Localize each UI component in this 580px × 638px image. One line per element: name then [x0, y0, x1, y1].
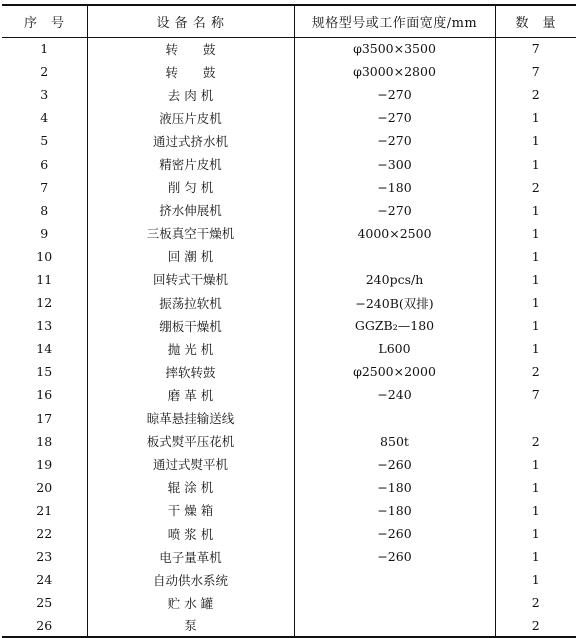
- cell-equipment-name: 绷板干燥机: [87, 314, 294, 337]
- cell-specification: −180: [294, 476, 495, 499]
- cell-specification: [294, 245, 495, 268]
- table-row: [2, 407, 576, 430]
- table-body: [2, 37, 576, 637]
- cell-equipment-name: 电子量革机: [87, 545, 294, 568]
- table-row: [2, 545, 576, 568]
- cell-serial-number: 5: [40, 133, 49, 149]
- cell-quantity: 1: [495, 152, 576, 175]
- cell-equipment-name: 通过式挤水机: [87, 129, 294, 152]
- cell-specification: −260: [294, 522, 495, 545]
- table-row: [2, 176, 576, 199]
- table-row: [2, 568, 576, 591]
- cell-quantity: 1: [495, 129, 576, 152]
- table-row: [2, 60, 576, 83]
- cell-specification: −240B(双排): [294, 291, 495, 314]
- table-row: [2, 268, 576, 291]
- cell-quantity: 7: [495, 60, 576, 83]
- cell-equipment-name: 去 肉 机: [87, 83, 294, 106]
- cell-serial-number: 26: [2, 614, 87, 637]
- cell-quantity: 1: [495, 453, 576, 476]
- cell-quantity: 7: [495, 383, 576, 406]
- cell-equipment-name: 板式熨平压花机: [87, 430, 294, 453]
- cell-specification: −180: [294, 176, 495, 199]
- cell-quantity: 1: [495, 291, 576, 314]
- table-row: [2, 129, 576, 152]
- table-row: [2, 360, 576, 383]
- cell-serial-number: 7: [40, 179, 49, 195]
- cell-specification: [294, 568, 495, 591]
- cell-specification: −270: [294, 129, 495, 152]
- cell-serial-number: 14: [36, 341, 53, 357]
- cell-specification: −300: [294, 152, 495, 175]
- cell-specification: −270: [294, 199, 495, 222]
- cell-serial-number: 9: [40, 225, 49, 241]
- table-row: [2, 476, 576, 499]
- cell-serial-number: 16: [36, 387, 53, 403]
- cell-specification: −260: [294, 453, 495, 476]
- header-equipment-name: 设 备 名 称: [87, 5, 294, 37]
- cell-quantity: 1: [495, 245, 576, 268]
- cell-equipment-name: 回转式干燥机: [87, 268, 294, 291]
- cell-equipment-name: 喷 浆 机: [87, 522, 294, 545]
- table-row: [2, 614, 576, 637]
- cell-specification: 240pcs/h: [294, 268, 495, 291]
- header-specification: 规格型号或工作面宽度/mm: [294, 5, 495, 37]
- cell-serial-number: 18: [36, 433, 53, 449]
- cell-serial-number: 24: [36, 572, 53, 588]
- cell-equipment-name: 晾革悬挂输送线: [87, 407, 294, 430]
- cell-quantity: 1: [495, 222, 576, 245]
- cell-serial-number: 10: [36, 248, 53, 264]
- cell-equipment-name: 自动供水系统: [87, 568, 294, 591]
- table-row: [2, 499, 576, 522]
- table-row: [2, 222, 576, 245]
- cell-equipment-name: 磨 革 机: [87, 383, 294, 406]
- cell-quantity: 2: [495, 614, 576, 637]
- cell-equipment-name: 抛 光 机: [87, 337, 294, 360]
- cell-equipment-name: 贮 水 罐: [87, 591, 294, 614]
- cell-equipment-name: 干 燥 箱: [87, 499, 294, 522]
- cell-specification: [294, 614, 495, 637]
- cell-equipment-name: 通过式熨平机: [87, 453, 294, 476]
- cell-serial-number: 13: [36, 318, 53, 334]
- table-row: [2, 37, 576, 60]
- cell-quantity: 1: [495, 476, 576, 499]
- table-row: [2, 106, 576, 129]
- cell-quantity: 1: [495, 499, 576, 522]
- cell-serial-number: 20: [36, 479, 53, 495]
- cell-specification: φ2500×2000: [294, 360, 495, 383]
- cell-serial-number: 22: [36, 526, 53, 542]
- cell-specification: 850t: [294, 430, 495, 453]
- cell-quantity: 1: [495, 522, 576, 545]
- cell-equipment-name: 三板真空干燥机: [87, 222, 294, 245]
- header-serial-number: 序 号: [2, 5, 87, 37]
- cell-serial-number: 23: [36, 549, 53, 565]
- cell-equipment-name: 精密片皮机: [87, 152, 294, 175]
- table-row: [2, 522, 576, 545]
- cell-equipment-name: 挤水伸展机: [87, 199, 294, 222]
- cell-specification: 4000×2500: [294, 222, 495, 245]
- cell-quantity: 2: [495, 591, 576, 614]
- cell-quantity: 1: [495, 199, 576, 222]
- table-row: [2, 314, 576, 337]
- cell-quantity: 2: [495, 176, 576, 199]
- cell-specification: −180: [294, 499, 495, 522]
- cell-quantity: 2: [495, 360, 576, 383]
- cell-equipment-name: 回 潮 机: [87, 245, 294, 268]
- header-quantity: 数 量: [495, 5, 576, 37]
- cell-equipment-name: 液压片皮机: [87, 106, 294, 129]
- cell-serial-number: 19: [36, 456, 53, 472]
- cell-specification: φ3500×3500: [294, 37, 495, 60]
- cell-quantity: 1: [495, 545, 576, 568]
- cell-quantity: [495, 407, 576, 430]
- cell-equipment-name: 辊 涂 机: [87, 476, 294, 499]
- cell-quantity: 1: [495, 337, 576, 360]
- cell-quantity: 2: [495, 430, 576, 453]
- cell-equipment-name: 泵: [87, 614, 294, 637]
- cell-quantity: 1: [495, 568, 576, 591]
- table-row: [2, 152, 576, 175]
- cell-equipment-name: 转 鼓: [87, 37, 294, 60]
- cell-quantity: 1: [495, 268, 576, 291]
- cell-serial-number: 8: [40, 202, 49, 218]
- table-row: [2, 245, 576, 268]
- cell-specification: L600: [294, 337, 495, 360]
- cell-equipment-name: 振荡拉软机: [87, 291, 294, 314]
- table-row: [2, 383, 576, 406]
- cell-serial-number: 3: [40, 87, 49, 103]
- cell-quantity: 7: [495, 37, 576, 60]
- cell-serial-number: 11: [36, 271, 53, 287]
- cell-specification: φ3000×2800: [294, 60, 495, 83]
- cell-specification: −240: [294, 383, 495, 406]
- cell-quantity: 2: [495, 83, 576, 106]
- cell-specification: [294, 407, 495, 430]
- table-row: [2, 453, 576, 476]
- cell-serial-number: 21: [36, 502, 53, 518]
- cell-equipment-name: 摔软转鼓: [87, 360, 294, 383]
- cell-specification: GGZB₂—180: [294, 314, 495, 337]
- cell-equipment-name: 转 鼓: [87, 60, 294, 83]
- cell-quantity: 1: [495, 314, 576, 337]
- cell-serial-number: 17: [36, 410, 53, 426]
- cell-serial-number: 4: [40, 110, 49, 126]
- cell-specification: [294, 591, 495, 614]
- cell-specification: −270: [294, 106, 495, 129]
- table-header: [2, 5, 576, 37]
- cell-serial-number: 6: [40, 156, 49, 172]
- table-row: [2, 337, 576, 360]
- cell-serial-number: 25: [36, 595, 53, 611]
- equipment-table: [2, 4, 576, 638]
- table-row: [2, 430, 576, 453]
- cell-serial-number: 2: [40, 64, 49, 80]
- table-row: [2, 83, 576, 106]
- header-row: [2, 5, 576, 37]
- cell-equipment-name: 削 匀 机: [87, 176, 294, 199]
- cell-serial-number: 1: [40, 41, 49, 57]
- cell-specification: −260: [294, 545, 495, 568]
- table-row: [2, 591, 576, 614]
- table-row: [2, 199, 576, 222]
- cell-quantity: 1: [495, 106, 576, 129]
- cell-specification: −270: [294, 83, 495, 106]
- cell-serial-number: 12: [36, 295, 53, 311]
- table-row: [2, 291, 576, 314]
- cell-serial-number: 15: [36, 364, 53, 380]
